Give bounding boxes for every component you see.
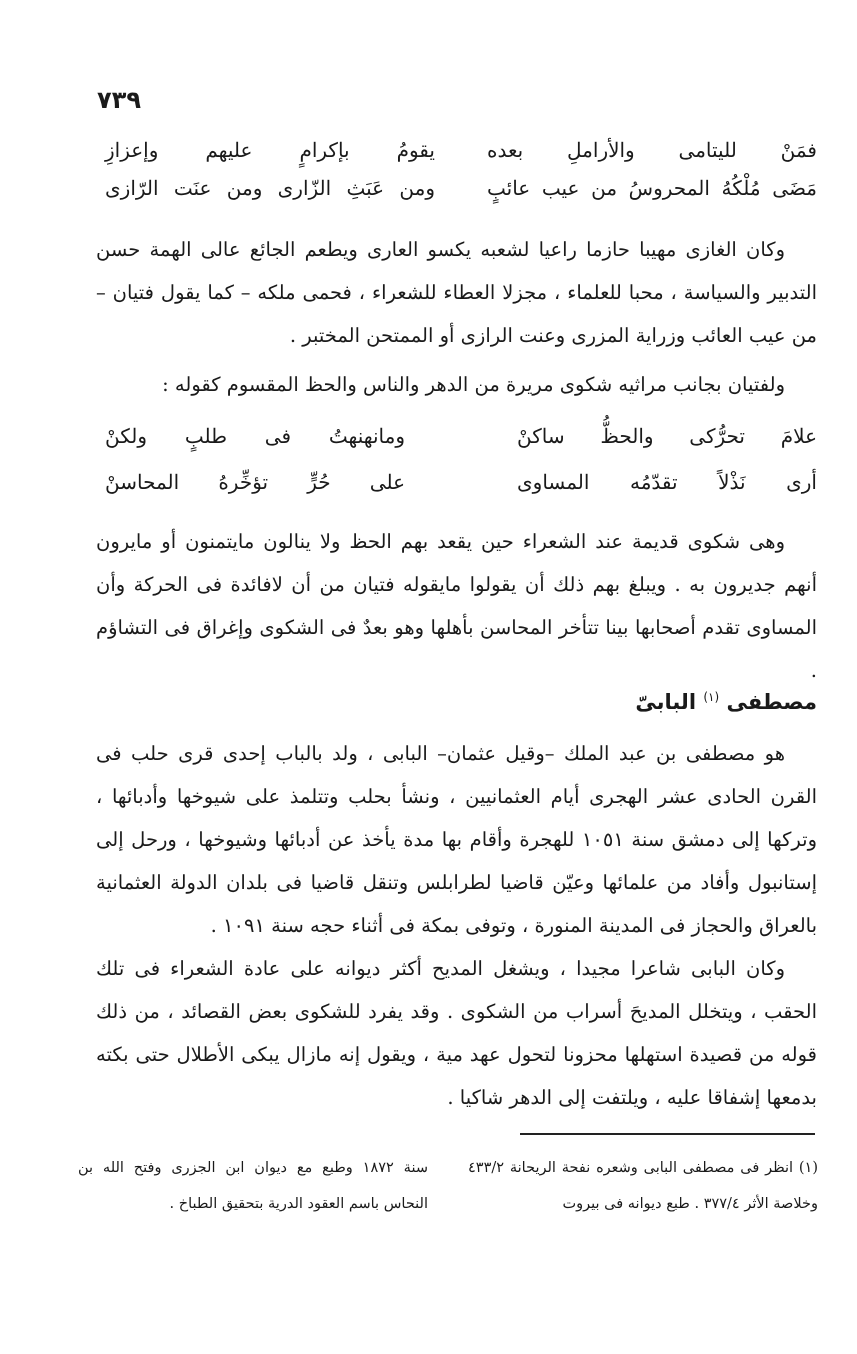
footnote-marker: (١) bbox=[703, 690, 720, 704]
paragraph-block-2 bbox=[96, 520, 817, 692]
paragraph: وكان الغازى مهيبا حازما راعيا لشعبه يكسو العارى ويطعم الجائع عالى الهمة حسن التدبير والسياسة ، محبا للعلماء ، مجزلا العطاء للشعراء ، فحمى ملكه – كما يقول فتيان – من عيب العائب وزراية المزرى وعنت الرازى أو الممتحن المختبر . bbox=[96, 238, 817, 347]
footnote-rule bbox=[520, 1133, 815, 1135]
paragraph: وكان البابى شاعرا مجيدا ، ويشغل المديح أكثر ديوانه على عادة الشعراء فى تلك الحقب ، ويتخلل المديحَ أسراب من الشكوى . وقد يفرد للشكوى بعض القصائد ، من ذلك قوله من قصيدة استهلها محزونا لتحول عهد مية ، ويقول إنه مازال يبكى الأطلال حتى بكته بدمعها إشفاقا عليه ، ويلتفت إلى الدهر شاكيا . bbox=[96, 957, 817, 1109]
paragraph-block-3 bbox=[96, 732, 817, 1119]
verse-hemistich-left: ومن عَبَثِ الزّاری ومن عنَت الرّازی bbox=[105, 176, 435, 200]
verse-block-2 bbox=[105, 424, 817, 508]
verse-hemistich-left: علی حُرٍّ تؤخِّرهُ المحاسنْ bbox=[105, 470, 405, 494]
paragraph-block-1 bbox=[96, 228, 817, 406]
heading-name-first: مصطفى bbox=[726, 690, 817, 714]
paragraph: وهى شكوى قديمة عند الشعراء حين يقعد بهم الحظ ولا ينالون مايتمنون أو مايرون أنهم جديرون به . ويبلغ بهم ذلك أن يقولوا مايقوله فتيان من أن لافائدة فى الحركة وأن المساوى تقدم أصحابها بينا تتأخر المحاسن بأهلها وهو بعدٌ فى الشكوى وإغراق فى التشاؤم . bbox=[96, 530, 817, 682]
footnote-column-left: سنة ١٨٧٢ وطبع مع ديوان ابن الجزرى وفتح الله بن النحاس باسم العقود الدرية بتحقيق الطباخ . bbox=[78, 1160, 428, 1212]
heading-name-last: البابىّ bbox=[635, 690, 697, 714]
footnote-column-right: (١) انظر فى مصطفى البابى وشعره نفحة الريحانة ٤٣٣/٢ وخلاصة الأثر ٣٧٧/٤ . طبع ديوانه فى بيروت bbox=[468, 1160, 818, 1212]
paragraph: ولفتيان بجانب مراثيه شكوى مريرة من الدهر والناس والحظ المقسوم كقوله : bbox=[162, 373, 785, 396]
verse-block-1 bbox=[105, 138, 817, 214]
section-heading bbox=[635, 690, 817, 714]
verse-line bbox=[105, 424, 817, 470]
verse-hemistich-right: علامَ تحرُّکی والحظُّ ساکنْ bbox=[517, 424, 817, 448]
verse-hemistich-right: مَضَی مُلْکُهُ المحروسُ من عیب عائبٍ bbox=[487, 176, 817, 200]
verse-hemistich-right: أری نَذْلاً تقدّمُه المساوی bbox=[517, 470, 817, 494]
verse-hemistich-right: فمَنْ للیتامی والأراملِ بعده bbox=[487, 138, 817, 162]
verse-line bbox=[105, 138, 817, 176]
paragraph: هو مصطفى بن عبد الملك –وقيل عثمان– البابى ، ولد بالباب إحدى قرى حلب فى القرن الحادى عشر الهجرى أيام العثمانيين ، ونشأ بحلب وتتلمذ على شيوخها وأدبائها ، وتركها إلى دمشق سنة ١٠٥١ للهجرة وأقام بها مدة يأخذ عن أدبائها وشيوخها ، ورحل إلى إستانبول وأفاد من علمائها وعيّن قاضيا لطرابلس وتنقل قاضيا فى بلدان الدولة العثمانية بالعراق والحجاز فى المدينة المنورة ، وتوفى بمكة فى أثناء حجه سنة ١٠٩١ . bbox=[96, 742, 817, 937]
page-number: ٧٣٩ bbox=[97, 86, 141, 114]
verse-hemistich-left: یقومُ بإکرامٍ علیهم وإعزازِ bbox=[105, 138, 435, 162]
verse-line bbox=[105, 470, 817, 508]
verse-hemistich-left: ومانهنهتُ فی طلبٍ ولکنْ bbox=[105, 424, 405, 448]
verse-line bbox=[105, 176, 817, 214]
